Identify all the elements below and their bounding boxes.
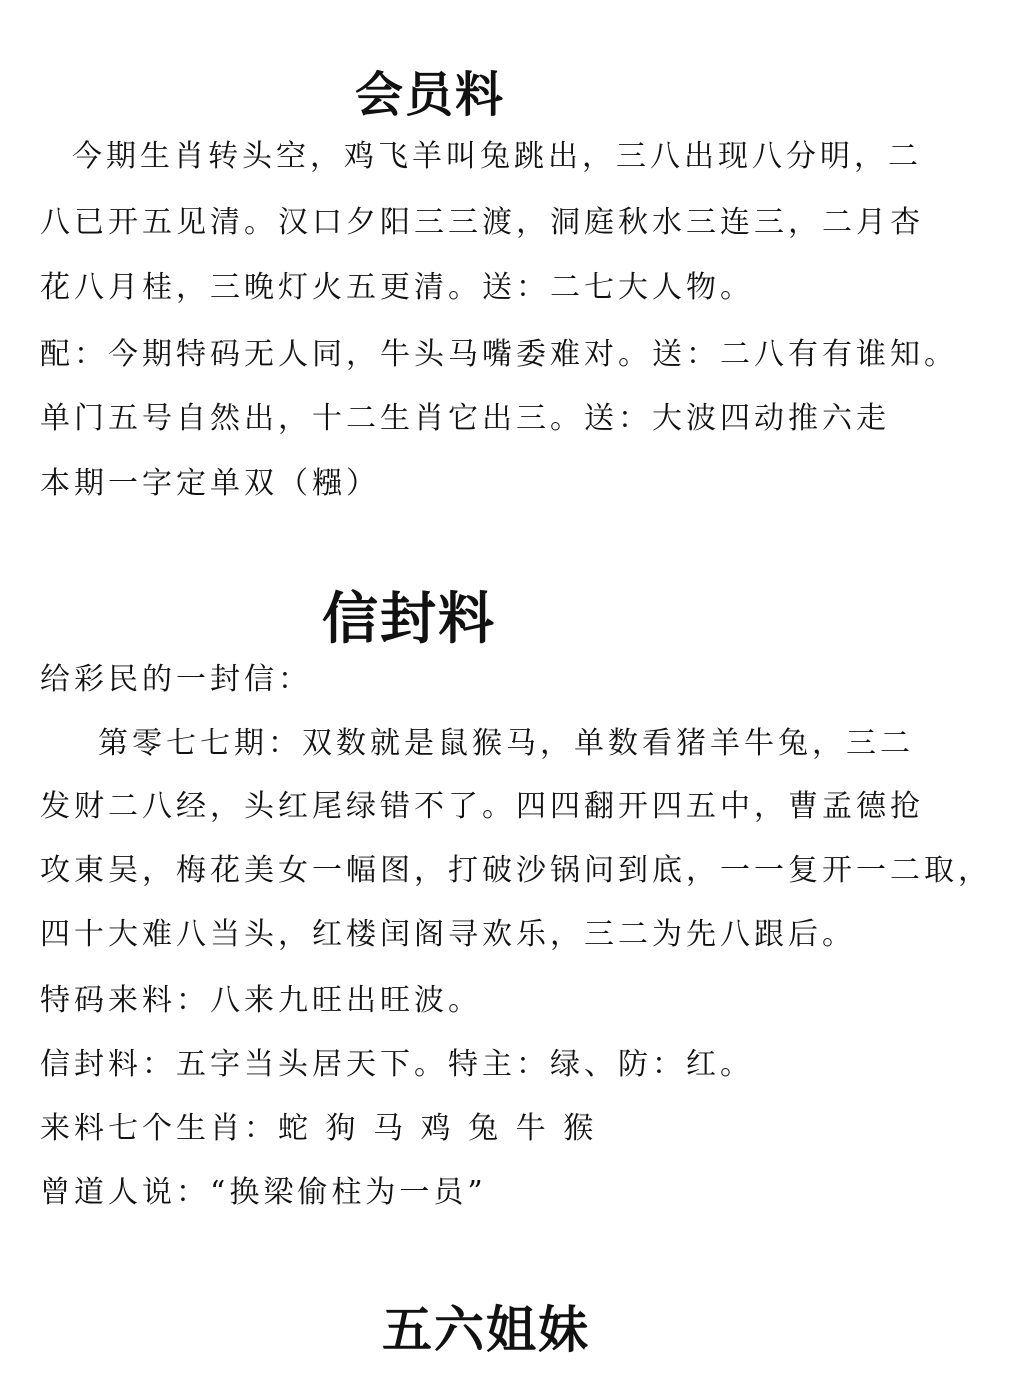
- envelope-text-line: 攻東吴，梅花美女一幅图，打破沙锅问到底，一一复开一二取，: [40, 853, 992, 888]
- member-text-line: 单门五号自然出，十二生肖它出三。送：大波四动推六走: [40, 401, 890, 436]
- envelope-section-title: 信封料: [322, 586, 496, 652]
- envelope-text-line: 特码来料：八来九旺出旺波。: [40, 983, 482, 1018]
- envelope-text-line: 曾道人说：“换梁偷柱为一员”: [40, 1175, 487, 1210]
- envelope-text-line: 来料七个生肖：蛇 狗 马 鸡 兔 牛 猴: [40, 1111, 598, 1146]
- envelope-text-line: 信封料：五字当头居天下。特主：绿、防：红。: [40, 1047, 754, 1082]
- envelope-text-line: 第零七七期：双数就是鼠猴马，单数看猪羊牛兔，三二: [98, 726, 914, 761]
- envelope-text-line: 给彩民的一封信：: [40, 662, 312, 697]
- member-text-line: 八已开五见清。汉口夕阳三三渡，洞庭秋水三连三，二月杏: [40, 205, 924, 240]
- member-text-line: 配：今期特码无人同，牛头马嘴委难对。送：二八有有谁知。: [40, 337, 958, 372]
- member-text-line: 今期生肖转头空，鸡飞羊叫兔跳出，三八出现八分明，二: [72, 139, 922, 174]
- member-section-title: 会员料: [355, 67, 506, 123]
- sisters-section-title: 五六姐妹: [382, 1300, 590, 1359]
- envelope-text-line: 四十大难八当头，红楼闰阁寻欢乐，三二为先八跟后。: [40, 917, 856, 952]
- member-text-line: 本期一字定单双（糨）: [40, 466, 380, 501]
- member-text-line: 花八月桂，三晚灯火五更清。送：二七大人物。: [40, 270, 754, 305]
- envelope-text-line: 发财二八经，头红尾绿错不了。四四翻开四五中，曹孟德抢: [40, 789, 924, 824]
